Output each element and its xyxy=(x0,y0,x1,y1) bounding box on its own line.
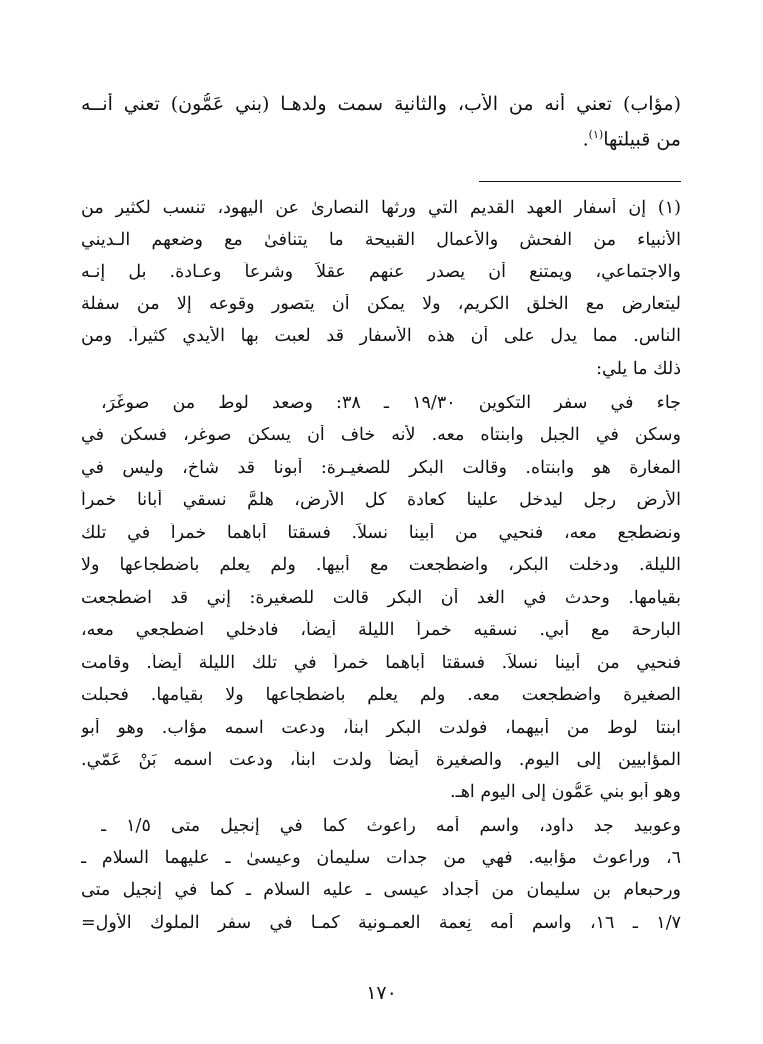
main-text-line xyxy=(81,128,681,151)
main-text-line: (مؤاب) تعني أنه من الأب، والثانية سمت ولدهـا (بني عَمُّون) تعني أنــه xyxy=(81,93,681,115)
footnote-line: ٦، وراعوث مؤابيه. فهي من جدات سليمان وعيسىٰ ـ عليهما السلام ـ xyxy=(81,848,681,868)
footnote-line: ابنتا لوط من أبيهما، فولدت البكر ابناً، ودعت اسمه مؤاب. وهو أبو xyxy=(81,718,681,738)
footnote-line: ونضطجع معه، فنحيي من أبينا نسلاً. فسقتا أباهما خمراً في تلك xyxy=(81,523,681,543)
footnote-line: الليلة. ودخلت البكر، واضطجعت مع أبيها. ولم يعلم باضطجاعها ولا xyxy=(81,555,681,575)
footnote-line: وعوبيد جد داود، واسم أمه راعوث كما في إنجيل متى ١/٥ ـ xyxy=(101,816,681,836)
footnote-line: البارحة مع أبي. نسقيه خمراً الليلة أيضاً، فادخلي اضطجعي معه، xyxy=(81,620,681,640)
main-text-line-content: من قبيلتها xyxy=(603,128,681,151)
footnote-line: (١) إن أسفار العهد القديم التي ورثها النصارىٰ عن اليهود، تنسب لكثير من xyxy=(81,198,681,218)
footnote-line: الصغيرة واضطجعت معه. ولم يعلم باضطجاعها ولا بقيامها. فحبلت xyxy=(81,685,681,705)
footnote-separator xyxy=(479,181,681,182)
footnote-line: المغارة هو وابنتاه. وقالت البكر للصغيـرة: أبونا قد شاخ، وليس في xyxy=(81,458,681,478)
footnote-line: وسكن في الجبل وابنتاه معه. لأنه خاف أن يسكن صوغر، فسكن في xyxy=(81,425,681,445)
footnote-line: الناس. مما يدل على أن هذه الأسفار قد لعبت بها الأيدي كثيراً. ومن xyxy=(81,326,681,346)
footnote-reference: (١) xyxy=(588,128,604,141)
footnote-line: الأرض رجل ليدخل علينا كعادة كل الأرض، هلمَّ نسقي أبانا خمراً xyxy=(81,490,681,510)
footnote-line: بقيامها. وحدث في الغد أن البكر قالت للصغيرة: إني قد اضطجعت xyxy=(81,588,681,608)
main-text-line-trailer: . xyxy=(582,128,589,151)
footnote-line: الأنبياء من الفحش والأعمال القبيحة ما يتنافىٰ مع وضعهم الـديني xyxy=(81,230,681,250)
footnote-line: والاجتماعي، ويمتنع أن يصدر عنهم عقلاً وشرعاً وعـادة. بل إنـه xyxy=(81,262,681,282)
page-number: ١٧٠ xyxy=(366,982,397,1004)
footnote-line: جاء في سفر التكوين ١٩/٣٠ ـ ٣٨: وصعد لوط من صوغَرَ، xyxy=(101,393,681,413)
footnote-line: فنحيي من أبينا نسلاً. فسقتا أباهما خمراً في تلك الليلة أيضاً. وقامت xyxy=(81,653,681,673)
footnote-line: وهو أبو بني عَمُّون إلى اليوم اهـ. xyxy=(450,782,681,802)
footnote-line: ١/٧ ـ ١٦، واسم أمه نِعمة العمـونية كمـا في سفر الملوك الأول= xyxy=(81,913,681,933)
footnote-line: المؤابيين إلى اليوم. والصغيرة أيضاً ولدت ابناً، ودعت اسمه بَنْ عَمّي. xyxy=(81,750,681,770)
footnote-line: ليتعارض مع الخلق الكريم، ولا يمكن أن يتصور وقوعه إلا من سفلة xyxy=(81,294,681,314)
footnote-line: ورحبعام بن سليمان من أجداد عيسى ـ عليه السلام ـ كما في إنجيل متى xyxy=(81,880,681,900)
footnote-line: ذلك ما يلي: xyxy=(596,359,681,379)
